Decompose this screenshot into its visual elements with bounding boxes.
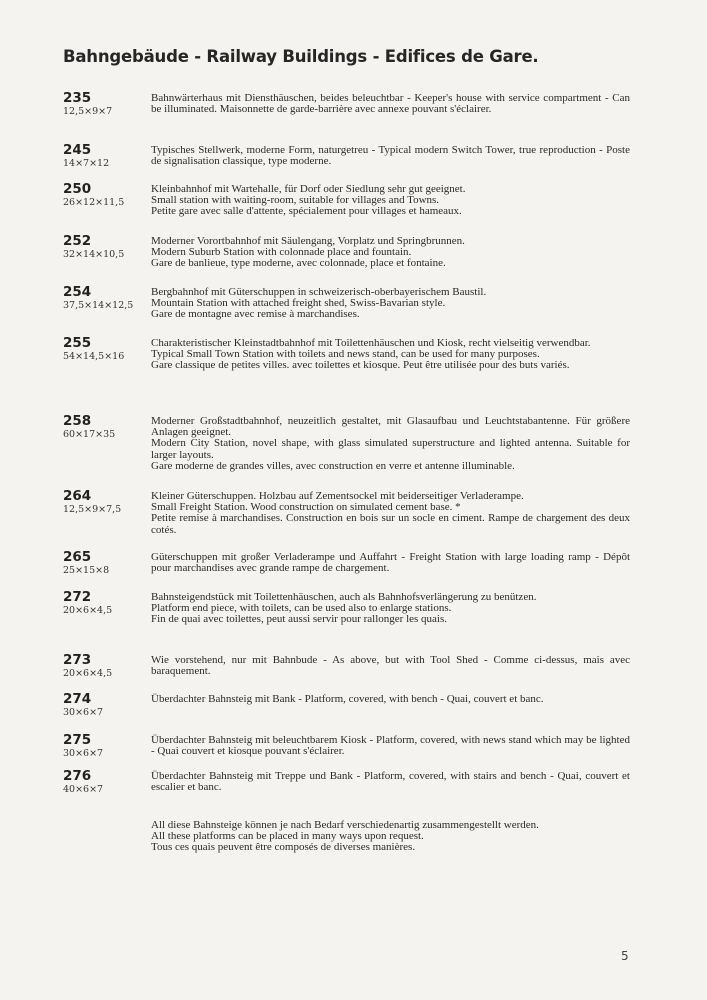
description-line: Fin de quai avec toilettes, peut aussi servir pour rallonger les quais. [151, 613, 448, 626]
item-dimensions: 60×17×35 [63, 429, 116, 440]
description-line: Bahnsteigendstück mit Toilettenhäuschen, auch als Bahnhofsverlängerung zu benützen. [151, 591, 537, 603]
description-line: Gare classique de petites villes. avec toilettes et kiosque. Peut être utilisée pour des buts variés. [151, 359, 570, 372]
description-line: Typical Small Town Station with toilets and news stand, can be used for many purposes. [151, 348, 540, 361]
item-description [151, 416, 630, 472]
description-line: Gare moderne de grandes villes, avec construction en verre et antenne illuminable. [151, 459, 515, 472]
description-line: Gare de montagne avec remise à marchandises. [151, 308, 360, 321]
description-line: Charakteristischer Kleinstadtbahnhof mit Toilettenhäuschen und Kiosk, recht vielseitig verwendbar. [151, 337, 591, 349]
description-line: Moderner Vorortbahnhof mit Säulengang, Vorplatz und Springbrunnen. [151, 235, 465, 247]
description-line: Small station with waiting-room, suitable for villages and Towns. [151, 194, 440, 207]
description-line: Überdachter Bahnsteig mit Bank - Platform, covered, with bench - Quai, couvert et banc. [151, 693, 544, 705]
platform-note [151, 820, 630, 854]
item-dimensions: 14×7×12 [63, 158, 110, 169]
item-number: 275 [63, 732, 92, 748]
description-line: Typisches Stellwerk, moderne Form, naturgetreu - Typical modern Switch Tower, true reproduction - Poste de signalisation classique, type moderne. [151, 144, 630, 168]
item-number: 272 [63, 589, 92, 605]
description-line: Güterschuppen mit großer Verladerampe und Auffahrt - Freight Station with large loading ramp - Dépôt pour marchandises avec grande rampe de chargement. [151, 551, 630, 575]
item-dimensions: 26×12×11,5 [63, 197, 125, 208]
description-line: Mountain Station with attached freight shed, Swiss-Bavarian style. [151, 297, 446, 310]
item-dimensions: 12,5×9×7,5 [63, 504, 122, 515]
item-dimensions: 32×14×10,5 [63, 249, 125, 260]
item-number: 265 [63, 549, 92, 565]
item-number: 252 [63, 233, 92, 249]
item-description [151, 184, 630, 218]
page-title: Bahngebäude - Railway Buildings - Edifices de Gare. [63, 47, 539, 66]
item-number: 276 [63, 768, 92, 784]
item-number: 264 [63, 488, 92, 504]
description-line: Modern Suburb Station with colonnade place and fountain. [151, 246, 412, 259]
item-description [151, 655, 630, 677]
page-number: 5 [621, 949, 629, 963]
note-line-de: All diese Bahnsteige können je nach Bedarf verschiedenartig zusammengestellt werden. [151, 819, 539, 831]
item-description [151, 552, 630, 574]
item-dimensions: 12,5×9×7 [63, 106, 113, 117]
item-description [151, 491, 630, 536]
item-description [151, 338, 630, 372]
item-number: 235 [63, 90, 92, 106]
item-number: 250 [63, 181, 92, 197]
description-line: Kleiner Güterschuppen. Holzbau auf Zementsockel mit beiderseitiger Verladerampe. [151, 490, 524, 502]
description-line: Gare de banlieue, type moderne, avec colonnade, place et fontaine. [151, 257, 446, 270]
item-description [151, 735, 630, 757]
item-number: 258 [63, 413, 92, 429]
item-number: 254 [63, 284, 92, 300]
item-description [151, 287, 630, 321]
description-line: Small Freight Station. Wood construction on simulated cement base. * [151, 501, 461, 514]
item-description [151, 236, 630, 270]
description-line: Bahnwärterhaus mit Diensthäuschen, beides beleuchtbar - Keeper's house with service compartment - Can be illuminated. Maisonnette de garde-barrière avec annexe pouvant s'éclairer. [151, 92, 630, 116]
description-line: Wie vorstehend, nur mit Bahnbude - As above, but with Tool Shed - Comme ci-dessus, mais avec baraquement. [151, 654, 630, 678]
item-dimensions: 30×6×7 [63, 748, 104, 759]
item-dimensions: 20×6×4,5 [63, 605, 113, 616]
description-line: Petite gare avec salle d'attente, spécialement pour villages et hameaux. [151, 205, 462, 218]
description-line: Petite remise à marchandises. Construction en bois sur un socle en ciment. Rampe de chargement des deux cotés. [151, 512, 630, 536]
description-line: Platform end piece, with toilets, can be used also to enlarge stations. [151, 602, 452, 615]
item-number: 274 [63, 691, 92, 707]
item-dimensions: 25×15×8 [63, 565, 110, 576]
description-line: Überdachter Bahnsteig mit beleuchtbarem Kiosk - Platform, covered, with news stand which may be lighted - Quai couvert et kiosque pouvant s'éclairer. [151, 734, 630, 758]
note-line-fr: Tous ces quais peuvent être composés de diverses manières. [151, 841, 416, 854]
item-dimensions: 20×6×4,5 [63, 668, 113, 679]
item-description [151, 592, 630, 626]
description-line: Bergbahnhof mit Güterschuppen in schweizerisch-oberbayerischem Baustil. [151, 286, 487, 298]
item-dimensions: 40×6×7 [63, 784, 104, 795]
item-dimensions: 30×6×7 [63, 707, 104, 718]
item-description [151, 145, 630, 167]
item-number: 255 [63, 335, 92, 351]
item-description [151, 93, 630, 115]
description-line: Kleinbahnhof mit Wartehalle, für Dorf oder Siedlung sehr gut geeignet. [151, 183, 466, 195]
item-description [151, 771, 630, 793]
item-dimensions: 54×14,5×16 [63, 351, 125, 362]
description-line: Moderner Großstadtbahnhof, neuzeitlich gestaltet, mit Glasaufbau und Leuchtstabantenne. Für größere Anlagen geeignet. [151, 415, 630, 439]
item-description [151, 694, 630, 705]
item-number: 273 [63, 652, 92, 668]
description-line: Überdachter Bahnsteig mit Treppe und Bank - Platform, covered, with stairs and bench - Quai, couvert et escalier et banc. [151, 770, 630, 794]
item-dimensions: 37,5×14×12,5 [63, 300, 134, 311]
note-line-en: All these platforms can be placed in many ways upon request. [151, 830, 424, 843]
description-line: Modern City Station, novel shape, with glass simulated superstructure and lighted antenna. Suitable for larger layouts. [151, 437, 630, 461]
item-number: 245 [63, 142, 92, 158]
